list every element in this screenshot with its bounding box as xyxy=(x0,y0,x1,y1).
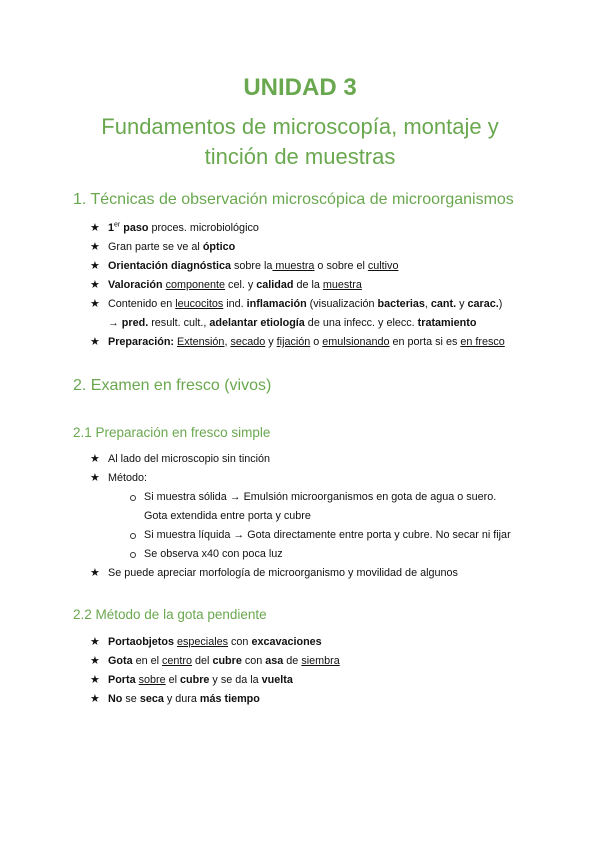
sub-list-item: Se observa x40 con poca luz xyxy=(90,545,560,564)
list-item: ★ Preparación: Extensión, secado y fijación o emulsionando en porta si es en fresco xyxy=(90,333,560,352)
unit-subtitle xyxy=(0,112,600,172)
star-bullet-icon: ★ xyxy=(90,453,100,465)
subtitle-line-1: Fundamentos de microscopía, montaje y xyxy=(101,114,499,139)
circle-bullet-icon xyxy=(130,533,136,539)
section-1-list xyxy=(90,219,560,352)
list-item: ★ Portaobjetos especiales con excavaciones xyxy=(90,633,560,652)
list-item: ★ Se puede apreciar morfología de microorganismo y movilidad de algunos xyxy=(90,564,560,583)
star-bullet-icon: ★ xyxy=(90,636,100,648)
subsection-2-1-heading: 2.1 Preparación en fresco simple xyxy=(73,425,271,440)
list-item: ★ Contenido en leucocitos ind. inflamación (visualización bacterias, cant. y carac.) → pred. result. cult., adelantar etiología de una infecc. y elecc. tratamiento xyxy=(90,295,560,333)
list-item: ★ Porta sobre el cubre y se da la vuelta xyxy=(90,671,560,690)
circle-bullet-icon xyxy=(130,495,136,501)
star-bullet-icon: ★ xyxy=(90,674,100,686)
method-sublist xyxy=(90,488,560,564)
star-bullet-icon: ★ xyxy=(90,298,100,310)
star-bullet-icon: ★ xyxy=(90,279,100,291)
section-1-heading: 1. Técnicas de observación microscópica de microorganismos xyxy=(73,191,514,208)
star-bullet-icon: ★ xyxy=(90,222,100,234)
list-item: ★ Gota en el centro del cubre con asa de siembra xyxy=(90,652,560,671)
subsection-2-1-list xyxy=(90,450,560,488)
subsection-2-1-list-end xyxy=(90,564,560,583)
subtitle-line-2: tinción de muestras xyxy=(204,144,396,169)
star-bullet-icon: ★ xyxy=(90,693,100,705)
sub-list-item: Si muestra líquida → Gota directamente entre porta y cubre. No secar ni fijar xyxy=(90,526,560,545)
list-item: ★ Orientación diagnóstica sobre la muestra o sobre el cultivo xyxy=(90,257,560,276)
list-item: ★ 1er paso proces. microbiológico xyxy=(90,219,560,238)
star-bullet-icon: ★ xyxy=(90,241,100,253)
list-item: ★ Valoración componente cel. y calidad de la muestra xyxy=(90,276,560,295)
subsection-2-2-heading: 2.2 Método de la gota pendiente xyxy=(73,607,267,622)
list-item: ★ Método: xyxy=(90,469,560,488)
star-bullet-icon: ★ xyxy=(90,472,100,484)
star-bullet-icon: ★ xyxy=(90,567,100,579)
star-bullet-icon: ★ xyxy=(90,260,100,272)
subsection-2-2-list xyxy=(90,633,560,709)
unit-title: UNIDAD 3 xyxy=(243,74,357,101)
circle-bullet-icon xyxy=(130,552,136,558)
star-bullet-icon: ★ xyxy=(90,336,100,348)
list-item: ★ Gran parte se ve al óptico xyxy=(90,238,560,257)
sub-list-item: Si muestra sólida → Emulsión microorganismos en gota de agua o suero. Gota extendida entre porta y cubre xyxy=(90,488,560,526)
section-2-heading: 2. Examen en fresco (vivos) xyxy=(73,377,272,394)
list-item: ★ Al lado del microscopio sin tinción xyxy=(90,450,560,469)
list-item: ★ No se seca y dura más tiempo xyxy=(90,690,560,709)
star-bullet-icon: ★ xyxy=(90,655,100,667)
